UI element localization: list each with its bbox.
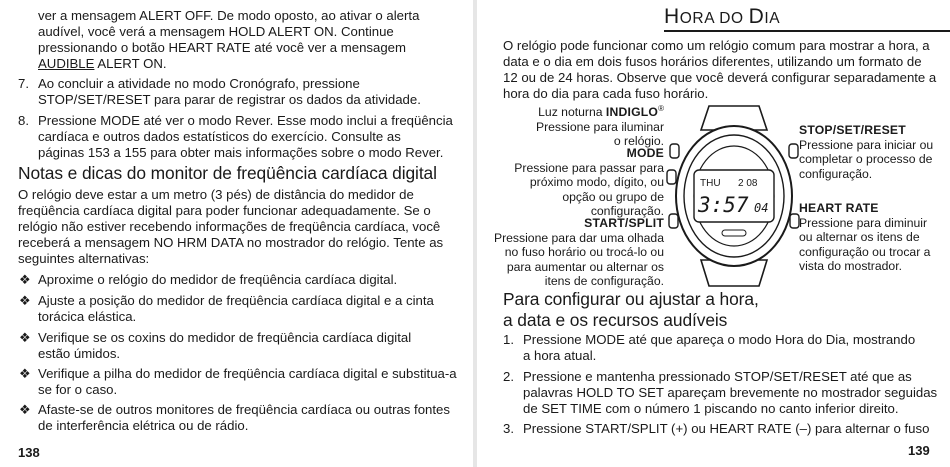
watch-logo-mark — [722, 230, 746, 236]
display-seconds: 04 — [754, 201, 769, 215]
bullet-text: estão úmidos. — [38, 346, 121, 361]
section-heading: Notas e dicas do monitor de freqüência cardíaca digital — [18, 163, 437, 183]
list-item-7-line: Ao concluir a atividade no modo Cronógrafo, pressione — [38, 76, 360, 91]
indiglo-button — [670, 144, 679, 158]
step-line: Pressione START/SPLIT (+) ou HEART RATE (–) para alternar o fuso — [523, 421, 930, 436]
section-header — [664, 4, 950, 32]
stop-set-reset-callout: STOP/SET/RESET Pressione para iniciar ou completar o processo de configuração. — [799, 123, 934, 181]
intro-line: hora do dia para cada fuso horário. — [503, 86, 709, 101]
mode-callout: MODE Pressione para passar para próximo modo, dígito, ou opção ou grupo de configuração. — [514, 146, 664, 219]
step-line: de SET TIME com o número 1 piscando no canto inferior direito. — [523, 401, 899, 416]
step-line: Pressione MODE até que apareça o modo Hora do Dia, mostrando — [523, 332, 916, 347]
step-number: 1. — [503, 332, 514, 347]
intro-line: 12 ou de 24 horas. Observe que você deverá configurar separadamente a — [503, 70, 937, 85]
start-split-button — [669, 214, 678, 228]
indiglo-callout: Luz noturna INDIGLO® Pressione para iluminar o relógio. — [535, 104, 664, 149]
list-number: 8. — [18, 113, 29, 128]
list-item-7-line: STOP/SET/RESET para parar de registrar os dados da atividade. — [38, 92, 421, 107]
paragraph-line: receberá a mensagem NO HRM DATA no mostrador do relógio. Tente as — [18, 235, 444, 250]
watch-illustration — [664, 104, 804, 288]
header-rule — [664, 30, 950, 32]
bullet-text: Verifique a pilha do medidor de freqüência cardíaca digital e substitua-a — [38, 366, 457, 381]
list-number: 7. — [18, 76, 29, 91]
bullet-text: Afaste-se de outros monitores de freqüência cardíaca ou outras fontes — [38, 402, 450, 417]
intro-line-last: AUDIBLE ALERT ON. — [38, 56, 167, 71]
display-date: 2 08 — [738, 178, 758, 189]
display-day: THU — [700, 178, 721, 189]
bullet-text: se for o caso. — [38, 382, 118, 397]
intro-line: O relógio pode funcionar como um relógio comum para mostrar a hora, a — [503, 38, 930, 53]
bullet-icon: ❖ — [19, 366, 31, 381]
step-line: a hora atual. — [523, 348, 597, 363]
audible-word: AUDIBLE — [38, 56, 95, 71]
paragraph-line: freqüência cardíaca digital para poder funcionar adequadamente. Se o — [18, 203, 431, 218]
step-line: palavras HOLD TO SET apareçam brevemente no mostrador seguidas — [523, 385, 938, 400]
page-number: 139 — [908, 443, 930, 458]
stop-set-reset-label: STOP/SET/RESET — [799, 123, 906, 137]
stop-set-reset-button — [789, 144, 798, 158]
bullet-text: Verifique se os coxins do medidor de freqüência cardíaca digital — [38, 330, 412, 345]
bullet-icon: ❖ — [19, 330, 31, 345]
right-page — [484, 0, 950, 467]
mode-label: MODE — [626, 146, 664, 160]
page-number: 138 — [18, 445, 40, 460]
intro-line: ver a mensagem ALERT OFF. De modo oposto, ao ativar o alerta — [38, 8, 420, 23]
list-item-8-line: páginas 153 a 155 para obter mais informações sobre o modo Rever. — [38, 145, 444, 160]
start-split-callout: START/SPLIT Pressione para dar uma olhada no fuso horário ou trocá-lo ou para aumentar ou alternar os itens de configuração. — [493, 216, 664, 289]
left-page — [0, 0, 466, 467]
bullet-icon: ❖ — [19, 402, 31, 417]
list-item-8-line: Pressione MODE até ver o modo Rever. Esse modo inclui a freqüência — [38, 113, 453, 128]
heart-rate-label: HEART RATE — [799, 201, 879, 215]
section-title: HORA DO DIA — [664, 5, 781, 28]
intro-line: data e o dia em dois fusos horários diferentes, utilizando um formato de — [503, 54, 922, 69]
bullet-icon: ❖ — [19, 272, 31, 287]
subheading-line: a data e os recursos audíveis — [503, 310, 728, 330]
heart-rate-button — [790, 214, 799, 228]
intro-line: pressionando o botão HEART RATE até você ver a mensagem — [38, 40, 406, 55]
bullet-icon: ❖ — [19, 293, 31, 308]
subheading-line: Para configurar ou ajustar a hora, — [503, 289, 759, 309]
start-split-label: START/SPLIT — [584, 216, 664, 230]
mode-button — [667, 170, 676, 184]
paragraph-line: seguintes alternativas: — [18, 251, 150, 266]
indiglo-label: INDIGLO — [605, 105, 659, 120]
step-number: 3. — [503, 421, 514, 436]
step-line: Pressione e mantenha pressionado STOP/SET/RESET até que as — [523, 369, 912, 384]
bullet-text: torácica elástica. — [38, 309, 137, 324]
bullet-text: Aproxime o relógio do medidor de freqüência cardíaca digital. — [38, 272, 398, 287]
intro-line: audível, você verá a mensagem HOLD ALERT ON. Continue — [38, 24, 394, 39]
heart-rate-callout: HEART RATE Pressione para diminuir ou alternar os itens de configuração ou trocar a vista do mostrador. — [799, 201, 931, 274]
paragraph-line: O relógio deve estar a um metro (3 pés) de distância do medidor de — [18, 187, 414, 202]
bullet-text: Ajuste a posição do medidor de freqüência cardíaca digital e a cinta — [38, 293, 434, 308]
bullet-text: de interferência elétrica ou de rádio. — [38, 418, 249, 433]
list-item-8-line: cardíaca e outros dados estatísticos do exercício. Consulte as — [38, 129, 401, 144]
display-time: 3:57 — [698, 193, 749, 217]
step-number: 2. — [503, 369, 514, 384]
paragraph-line: relógio não estiver recebendo informações de freqüência cardíaca, você — [18, 219, 441, 234]
